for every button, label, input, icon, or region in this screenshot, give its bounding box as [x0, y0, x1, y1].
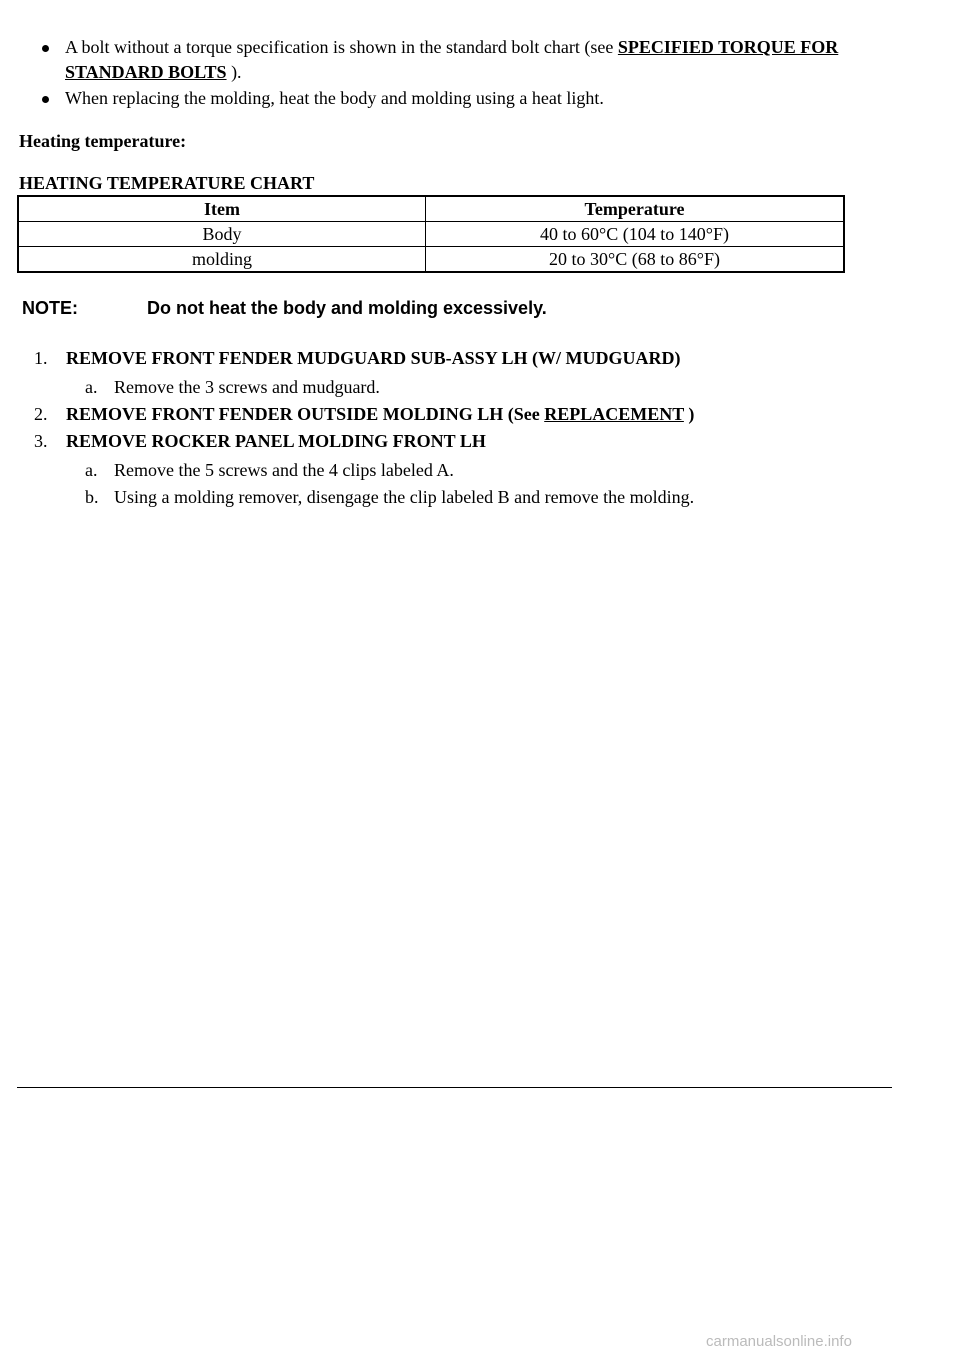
substep-text: Using a molding remover, disengage the clip labeled B and remove the molding.	[114, 487, 695, 507]
step-3	[34, 431, 486, 452]
table-cell: 20 to 30°C (68 to 86°F)	[426, 247, 845, 273]
table-row	[18, 247, 844, 273]
step-1-substep-a	[85, 377, 380, 398]
site-watermark: carmanualsonline.info	[706, 1333, 852, 1350]
substep-text: Remove the 3 screws and mudguard.	[114, 377, 380, 397]
bullet-text: When replacing the molding, heat the body and molding using a heat light.	[65, 88, 604, 108]
step-3-substep-b	[85, 487, 694, 508]
note-box	[22, 298, 547, 319]
table-row	[18, 222, 844, 247]
chart-title: HEATING TEMPERATURE CHART	[19, 173, 315, 193]
step-title: REMOVE FRONT FENDER MUDGUARD SUB-ASSY LH (W/ MUDGUARD)	[66, 348, 681, 368]
column-header-temperature: Temperature	[426, 196, 845, 222]
step-3-substep-a	[85, 460, 454, 481]
table-cell: molding	[18, 247, 426, 273]
bullet-icon	[42, 96, 49, 103]
specified-torque-link[interactable]: SPECIFIED TORQUE FOR STANDARD BOLTS	[65, 37, 839, 82]
substep-text: Remove the 5 screws and the 4 clips labeled A.	[114, 460, 454, 480]
table-cell: 40 to 60°C (104 to 140°F)	[426, 222, 845, 247]
replacement-link[interactable]: REPLACEMENT	[544, 404, 684, 424]
column-header-item: Item	[18, 196, 426, 222]
step-1	[34, 348, 681, 369]
footer-divider	[17, 1087, 892, 1088]
heating-temperature-table	[17, 195, 845, 273]
heating-temperature-label: Heating temperature:	[19, 131, 187, 151]
bullet-text: A bolt without a torque specification is shown in the standard bolt chart (see SPECIFIED TORQUE FOR STANDARD BOLTS ).	[65, 37, 839, 82]
step-number: 1.	[34, 348, 48, 368]
table-header-row	[18, 196, 844, 222]
note-text: Do not heat the body and molding excessively.	[147, 298, 547, 318]
step-title: REMOVE FRONT FENDER OUTSIDE MOLDING LH (See REPLACEMENT )	[66, 404, 695, 424]
bullet-item-bolt-chart	[46, 35, 866, 85]
table-cell: Body	[18, 222, 426, 247]
substep-letter: a.	[85, 377, 98, 397]
bullet-item-heat-light	[46, 86, 866, 111]
note-label: NOTE:	[22, 298, 78, 318]
step-2	[34, 404, 694, 425]
step-number: 2.	[34, 404, 48, 424]
step-number: 3.	[34, 431, 48, 451]
bullet-icon	[42, 45, 49, 52]
substep-letter: b.	[85, 487, 99, 507]
step-title: REMOVE ROCKER PANEL MOLDING FRONT LH	[66, 431, 486, 451]
substep-letter: a.	[85, 460, 98, 480]
